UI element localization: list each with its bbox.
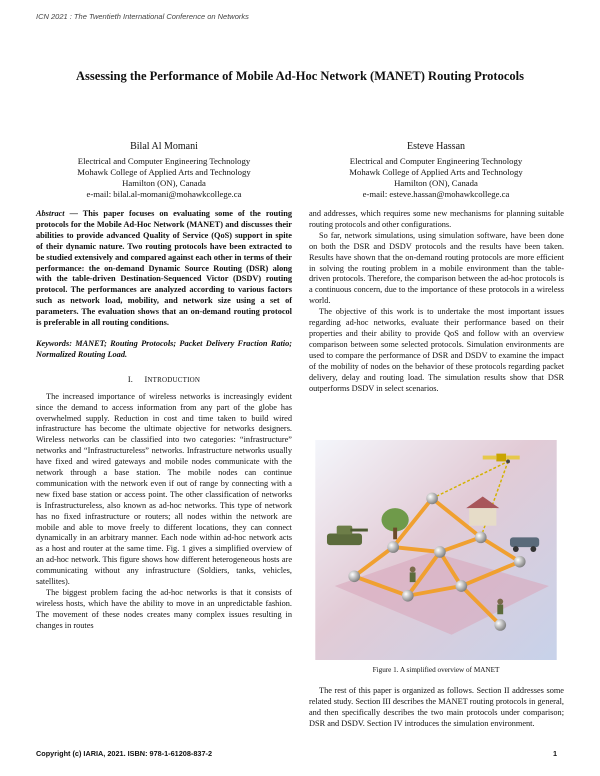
paragraph: The rest of this paper is organized as follows. Section II addresses some related study. Section III describes the MANET routing protocols in general, and then specifically describes the two main protocols under comparison; DSR and DSDV. Section IV introduces the simulation environment. — [309, 686, 564, 728]
author-block-1 — [36, 141, 292, 200]
paragraph: and addresses, which requires some new mechanisms for planning suitable routing protocols and other configurations. — [309, 209, 564, 229]
node — [494, 619, 506, 631]
author-city: Hamilton (ON), Canada — [122, 178, 206, 188]
node — [348, 570, 360, 582]
author-email[interactable]: e-mail: bilal.al-momani@mohawkcollege.ca — [86, 189, 242, 199]
author-org: Mohawk College of Applied Arts and Technology — [77, 167, 251, 177]
section-title-initial: I — [144, 374, 148, 384]
paragraph: The objective of this work is to undertake the most important issues regarding ad-hoc networks, evaluate their performance based on their properties and their ability to provide QoS and follow with an overview comparison between some selected protocols. Simulation environments are used to compare the performance of DSR and DSDV to examine the impact of the mobility of nodes on the behavior of these protocols regarding packet delivery, delay and routing load. The simulation results show that DSR outperforms DSDV in select scenarios. — [309, 307, 564, 393]
right-bottom-column — [309, 686, 564, 730]
paragraph: The biggest problem facing the ad-hoc networks is that it consists of wireless hosts, which have the ability to move in an unpredictable fashion. The movement of these nodes creates many complex issues resulting in changes in routes — [36, 588, 292, 630]
paragraph: So far, network simulations, using simulation software, have been done on both the DSR and DSDV protocols and the results have been taken. Results have shown that the on-demand routing protocols are more efficient in solving the routing problem in a mobile environment than the table-driven protocols. Therefore, the comparison between the ad-hoc protocols is a continuous concern, due to the importance of these protocols in a wireless world. — [309, 230, 564, 306]
author-email[interactable]: e-mail: esteve.hassan@mohawkcollege.ca — [362, 189, 510, 199]
node — [514, 556, 526, 568]
abstract-lead: Abstract — [36, 209, 65, 218]
abstract-text: — This paper focuses on evaluating some of the routing protocols for the Mobile Ad-Hoc Network (MANET) and discusses their abilities to provide advanced Quality of Service (QoS) support in spite of their dynamic nature. Two routing protocols have been extracted to be studied extensively and compared against each other in terms of their performance: the on-demand Dynamic Source Routing (DSR) along with the table-driven Destination-Sequenced Victor (DSDV) routing protocol. The performances are analyzed according to various factors such as network load, mobility, and network size using a set of parameters. The evaluation shows that an on-demand routing protocol is preferable in all routing conditions. — [36, 209, 292, 328]
soldier-icon — [497, 599, 503, 615]
right-column — [309, 209, 564, 394]
section-number: I. — [127, 374, 134, 384]
paper-title: Assessing the Performance of Mobile Ad-Hoc Network (MANET) Routing Protocols — [76, 69, 524, 83]
author-block-2 — [308, 141, 564, 200]
keywords: Keywords: MANET; Routing Protocols; Packet Delivery Fraction Ratio; Normalized Routing Load. — [36, 338, 292, 359]
author-dept: Electrical and Computer Engineering Technology — [349, 156, 523, 166]
paragraph: The increased importance of wireless networks is increasingly evident since the demand to access information from any part of the globe has overwhelmed supply. Reduction in cost and time taken to build wired infrastructure has become the ultimate objective for networks designers. Wireless networks can be classified into two categories: “infrastructure” networks and “Infrastructureless” networks. Infrastructure networks usually have fixed and wired gateways and mobile nodes communicate with the network through a base station. The mobile nodes can continue communication with the network even if out of range by connecting with a new fixed base station or access point. The other classification of networks is Infrastructureless, also known as ad-hoc networks. This type of network has no fixed infrastructure or routers; all nodes within the network are mobile and able to move freely to different locations, they can connect dynamically in an arbitrary manner. Each node within ad-hoc network acts as a host and router at the same time. Fig. 1 gives a simplified overview of an ad-hoc network. This figure shows how different heterogeneous hosts are communicating without any infrastructure (Soldiers, tanks, vehicles, satellites). — [36, 391, 292, 587]
figure-caption: Figure 1. A simplified overview of MANET — [372, 666, 500, 674]
author-name: Bilal Al Momani — [130, 141, 198, 152]
left-column — [36, 209, 292, 632]
running-header: ICN 2021 : The Twentieth International Conference on Networks — [36, 12, 249, 21]
node — [455, 580, 467, 592]
node — [402, 590, 414, 602]
abstract — [36, 209, 292, 329]
author-name: Esteve Hassan — [406, 141, 466, 152]
author-dept: Electrical and Computer Engineering Technology — [77, 156, 251, 166]
node — [434, 546, 446, 558]
footer-copyright: Copyright (c) IARIA, 2021. ISBN: 978-1-61208-837-2 — [36, 749, 212, 758]
author-city: Hamilton (ON), Canada — [394, 178, 478, 188]
soldier-icon — [410, 567, 416, 583]
node — [475, 532, 487, 544]
node — [426, 493, 438, 505]
figure-manet-overview — [312, 440, 560, 660]
node — [387, 541, 399, 553]
section-heading-introduction — [36, 375, 292, 386]
author-org: Mohawk College of Applied Arts and Technology — [349, 167, 523, 177]
page-number: 1 — [553, 749, 558, 758]
manet-illustration — [312, 440, 560, 660]
section-title-rest: NTRODUCTION — [147, 375, 201, 384]
